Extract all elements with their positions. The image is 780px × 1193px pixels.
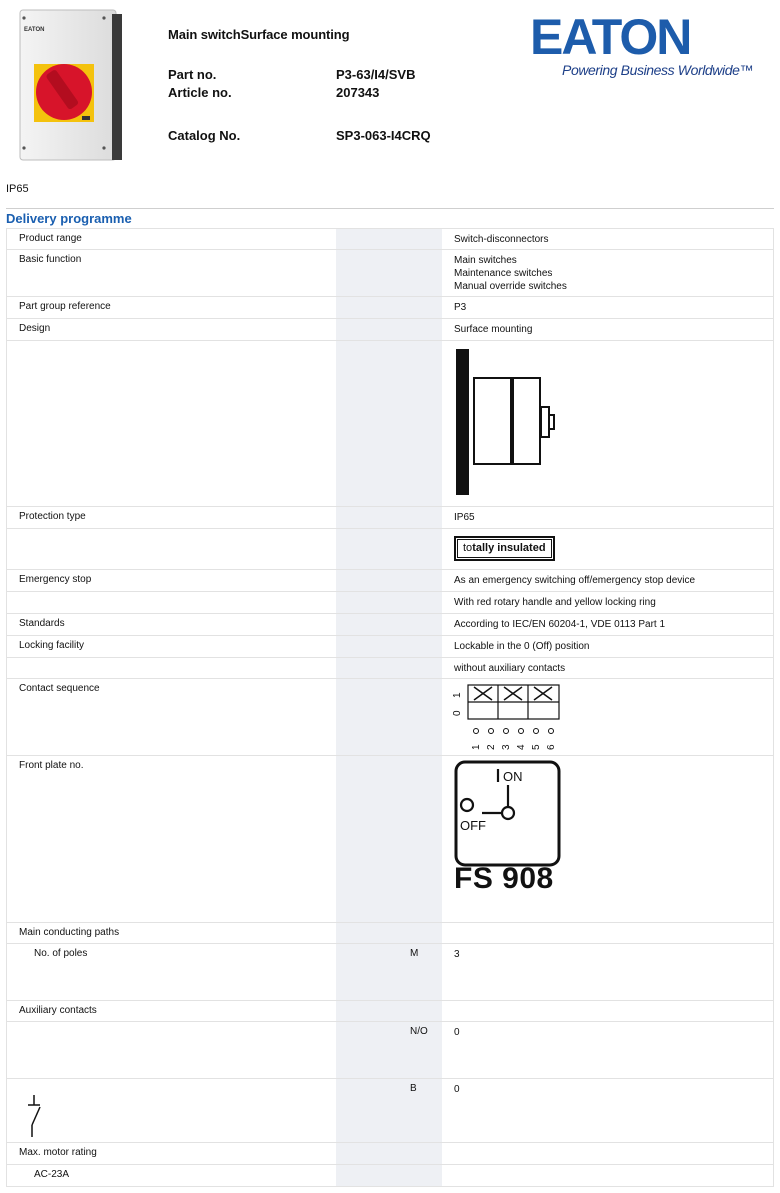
table-row — [6, 228, 774, 250]
table-row — [6, 507, 774, 529]
catalog-no-value: SP3-063-I4CRQ — [336, 128, 431, 143]
row-value: With red rotary handle and yellow locking ring — [442, 592, 774, 613]
position-1-label: 1 — [452, 692, 463, 698]
contact-sequence-diagram — [442, 679, 774, 755]
row-label: Design — [6, 319, 336, 340]
row-value: Lockable in the 0 (Off) position — [442, 636, 774, 657]
table-row — [6, 1143, 774, 1165]
table-row — [6, 636, 774, 658]
table-row — [6, 614, 774, 636]
section-title: Delivery programme — [6, 211, 132, 226]
terminal-2-label: 2 — [486, 744, 497, 750]
row-unit — [398, 229, 442, 249]
row-value: As an emergency switching off/emergency stop device — [442, 570, 774, 591]
part-no-value: P3-63/I4/SVB — [336, 67, 416, 82]
row-label: Max. motor rating — [6, 1143, 336, 1164]
row-label: AC-23A — [6, 1165, 336, 1186]
row-unit — [398, 592, 442, 613]
table-row — [6, 944, 774, 1001]
row-label: Main conducting paths — [6, 923, 336, 943]
article-no-value: 207343 — [336, 85, 380, 100]
table-row — [6, 756, 774, 923]
row-label — [6, 658, 336, 678]
product-title: Main switchSurface mounting — [168, 27, 350, 42]
part-no-label: Part no. — [168, 67, 217, 82]
off-label: OFF — [460, 818, 486, 833]
table-row — [6, 1165, 774, 1187]
row-label: Emergency stop — [6, 570, 336, 591]
row-value: IP65 — [442, 507, 774, 528]
row-unit: M — [398, 944, 442, 1000]
row-unit: N/O — [398, 1022, 442, 1078]
divider — [6, 208, 774, 209]
row-label: Standards — [6, 614, 336, 635]
row-value: Surface mounting — [442, 319, 774, 340]
row-unit — [398, 614, 442, 635]
row-unit — [398, 1143, 442, 1164]
row-value: P3 — [442, 297, 774, 318]
table-row — [6, 592, 774, 614]
row-label: No. of poles — [6, 944, 336, 1000]
table-row — [6, 1022, 774, 1079]
row-unit — [398, 570, 442, 591]
table-row — [6, 250, 774, 297]
surface-mounting-drawing — [442, 341, 774, 506]
row-unit — [398, 923, 442, 943]
front-plate-icon — [454, 760, 566, 868]
row-label: Part group reference — [6, 297, 336, 318]
row-label: Basic function — [6, 250, 336, 296]
front-plate-drawing — [442, 756, 774, 922]
row-label: Protection type — [6, 507, 336, 528]
row-unit — [398, 636, 442, 657]
row-unit — [398, 507, 442, 528]
row-value: 0 — [442, 1022, 774, 1078]
insulation-badge-cell — [442, 529, 774, 569]
table-row — [6, 529, 774, 570]
position-0-label: 0 — [452, 710, 463, 716]
row-label: Front plate no. — [6, 756, 336, 922]
row-value: According to IEC/EN 60204-1, VDE 0113 Part 1 — [442, 614, 774, 635]
ip-rating: IP65 — [6, 183, 29, 195]
document-header — [0, 0, 780, 175]
table-row — [6, 1079, 774, 1143]
device-brand-label: EATON — [24, 27, 45, 33]
table-row — [6, 319, 774, 341]
table-row — [6, 1001, 774, 1022]
table-row — [6, 679, 774, 756]
row-label — [6, 592, 336, 613]
row-unit — [398, 1165, 442, 1186]
row-value: Switch-disconnectors — [442, 229, 774, 249]
table-row — [6, 341, 774, 507]
row-label: Contact sequence — [6, 679, 336, 755]
row-label: Product range — [6, 229, 336, 249]
terminal-6-label: 6 — [546, 744, 557, 750]
logo-wordmark: EATON — [530, 9, 691, 65]
table-row — [6, 658, 774, 679]
enclosure-side-view-icon — [454, 345, 574, 501]
row-value: Main switches Maintenance switches Manual override switches — [442, 250, 774, 296]
row-unit — [398, 1001, 442, 1021]
terminal-1-label: 1 — [471, 744, 482, 750]
row-value: 0 — [442, 1079, 774, 1142]
product-photo — [18, 8, 126, 164]
row-label — [6, 1022, 336, 1078]
logo-tagline: Powering Business Worldwide™ — [562, 62, 754, 78]
totally-insulated-badge: totally insulated — [454, 536, 555, 561]
front-plate-code: FS 908 — [454, 862, 554, 895]
break-contact-icon — [19, 1093, 49, 1143]
article-no-label: Article no. — [168, 85, 232, 100]
row-label: Locking facility — [6, 636, 336, 657]
on-label: ON — [503, 769, 523, 784]
row-unit — [398, 658, 442, 678]
terminal-5-label: 5 — [531, 744, 542, 750]
row-unit: B — [398, 1079, 442, 1142]
row-value: without auxiliary contacts — [442, 658, 774, 678]
row-unit — [398, 250, 442, 296]
terminal-4-label: 4 — [516, 744, 527, 750]
table-row — [6, 923, 774, 944]
row-unit — [398, 297, 442, 318]
terminal-3-label: 3 — [501, 744, 512, 750]
contact-sequence-icon — [454, 683, 574, 751]
spec-table — [6, 228, 774, 1187]
row-unit — [398, 319, 442, 340]
row-label: Auxiliary contacts — [6, 1001, 336, 1021]
table-row — [6, 297, 774, 319]
break-contact-symbol-cell — [6, 1079, 336, 1142]
row-value: 3 — [442, 944, 774, 1000]
catalog-no-label: Catalog No. — [168, 128, 241, 143]
table-row — [6, 570, 774, 592]
